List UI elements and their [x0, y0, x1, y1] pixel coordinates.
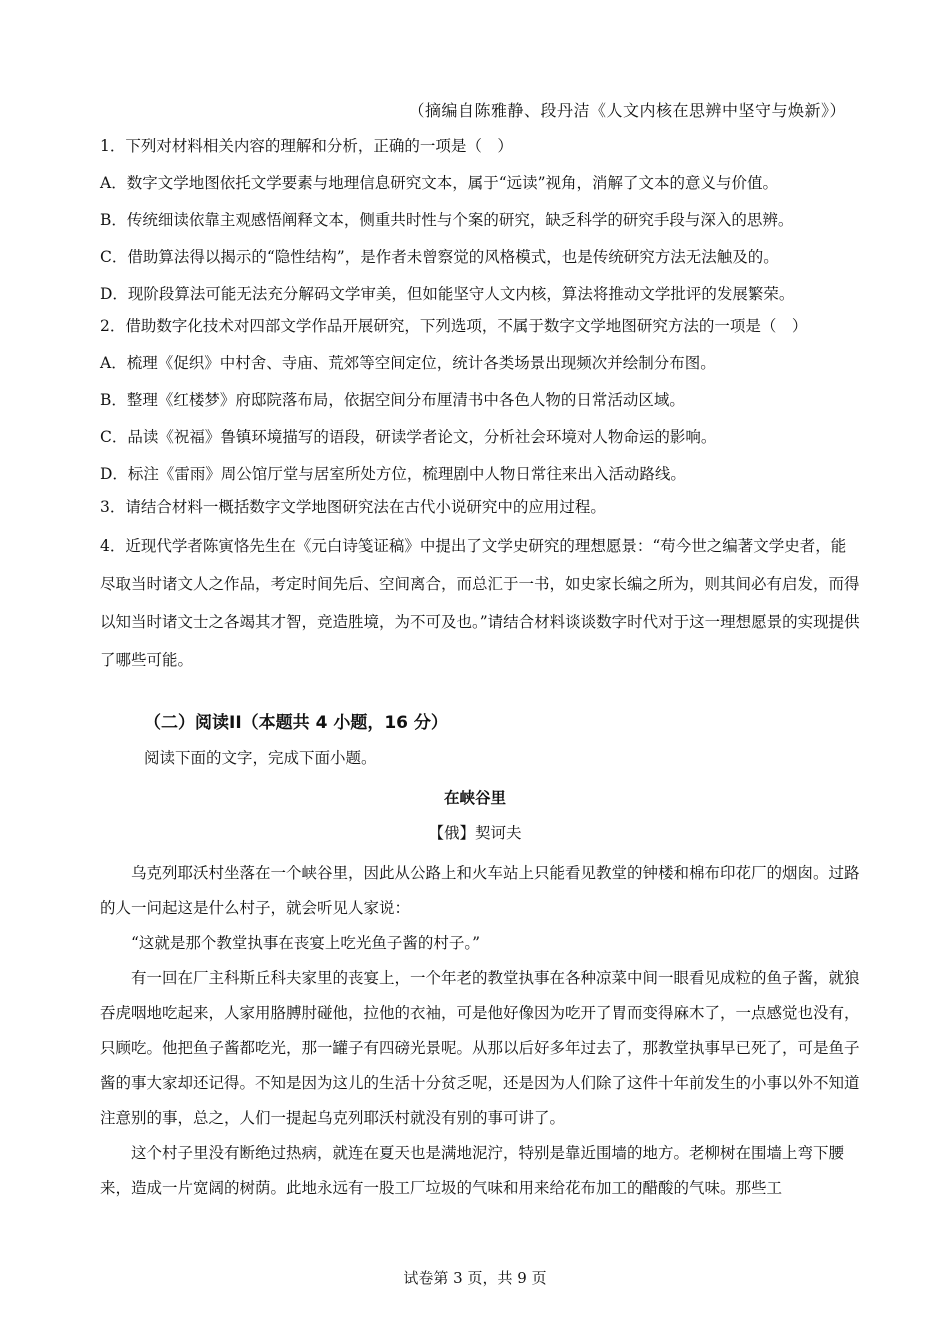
section-instruction: 阅读下面的文字，完成下面小题。 — [144, 749, 377, 767]
story-paragraph-2: “这就是那个教堂执事在丧宴上吃光鱼子酱的村子。” — [131, 934, 481, 952]
question-2-option-d: D．标注《雷雨》周公馆厅堂与居室所处方位，梳理剧中人物日常往来出入活动路线。 — [100, 465, 686, 483]
section-heading: （二）阅读II（本题共 4 小题，16 分） — [144, 713, 448, 733]
question-3 — [100, 489, 860, 526]
story-author: 【俄】契诃夫 — [428, 824, 522, 842]
story-paragraph-3: 有一回在厂主科斯丘科夫家里的丧宴上，一个年老的教堂执事在各种凉菜中间一眼看见成粒的鱼子酱，就狼吞虎咽地吃起来，人家用胳膊肘碰他，拉他的衣袖，可是他好像因为吃开了胃而变得麻木了，一点感觉也没有，只顾吃。他把鱼子酱都吃光，那一罐子有四磅光景呢。从那以后好多年过去了，那教堂执事早已死了，可是鱼子酱的事大家却还记得。不知是因为这儿的生活十分贫乏呢，还是因为人们除了这件十年前发生的小事以外不知道注意别的事，总之，人们一提起乌克列耶沃村就没有别的事可讲了。 — [100, 969, 860, 1127]
question-1 — [100, 128, 860, 313]
question-2-stem: 2．借助数字化技术对四部文学作品开展研究，下列选项，不属于数字文学地图研究方法的一项是（ ） — [100, 317, 808, 335]
question-1-stem: 1．下列对材料相关内容的理解和分析，正确的一项是（ ） — [100, 137, 513, 155]
story-paragraph-4: 这个村子里没有断绝过热病，就连在夏天也是满地泥泞，特别是靠近围墙的地方。老柳树在围墙上弯下腰来，造成一片宽阔的树荫。此地永远有一股工厂垃圾的气味和用来给花布加工的醋酸的气味。那些工 — [100, 1144, 845, 1197]
question-4-stem: 4．近现代学者陈寅恪先生在《元白诗笺证稿》中提出了文学史研究的理想愿景：“苟今世之编著文学史者，能尽取当时诸文人之作品，考定时间先后、空间离合，而总汇于一书，如史家长编之所为，则其间必有启发，而得以知当时诸文士之各竭其才智，竞造胜境，为不可及也。”请结合材料谈谈数字时代对于这一理想愿景的实现提供了哪些可能。 — [100, 537, 860, 669]
question-3-stem: 3．请结合材料一概括数字文学地图研究法在古代小说研究中的应用过程。 — [100, 498, 606, 516]
story-paragraph-1: 乌克列耶沃村坐落在一个峡谷里，因此从公路上和火车站上只能看见教堂的钟楼和棉布印花厂的烟囱。过路的人一问起这是什么村子，就会听见人家说： — [100, 864, 860, 917]
question-1-option-d: D．现阶段算法可能无法充分解码文学审美，但如能坚守人文内核，算法将推动文学批评的发展繁荣。 — [100, 285, 795, 303]
question-2-option-b: B．整理《红楼梦》府邸院落布局，依据空间分布厘清书中各色人物的日常活动区域。 — [100, 391, 685, 409]
story-body — [100, 856, 860, 1206]
question-1-option-a: A．数字文学地图依托文学要素与地理信息研究文本，属于“远读”视角，消解了文本的意义与价值。 — [100, 174, 779, 192]
question-1-option-b: B．传统细读依靠主观感悟阐释文本，侧重共时性与个案的研究，缺乏科学的研究手段与深入的思辨。 — [100, 211, 794, 229]
question-2-option-c: C．品读《祝福》鲁镇环境描写的语段，研读学者论文，分析社会环境对人物命运的影响。 — [100, 428, 717, 446]
story-title: 在峡谷里 — [443, 788, 506, 807]
question-1-option-c: C．借助算法得以揭示的“隐性结构”，是作者未曾察觉的风格模式，也是传统研究方法无法触及的。 — [100, 248, 779, 266]
source-citation: （摘编自陈雅静、段丹洁《人文内核在思辨中坚守与焕新》） — [408, 101, 846, 120]
question-2 — [100, 308, 860, 493]
question-4 — [100, 527, 860, 679]
question-2-option-a: A．梳理《促织》中村舍、寺庙、荒郊等空间定位，统计各类场景出现频次并绘制分布图。 — [100, 354, 716, 372]
page-footer: 试卷第 3 页，共 9 页 — [403, 1269, 547, 1287]
